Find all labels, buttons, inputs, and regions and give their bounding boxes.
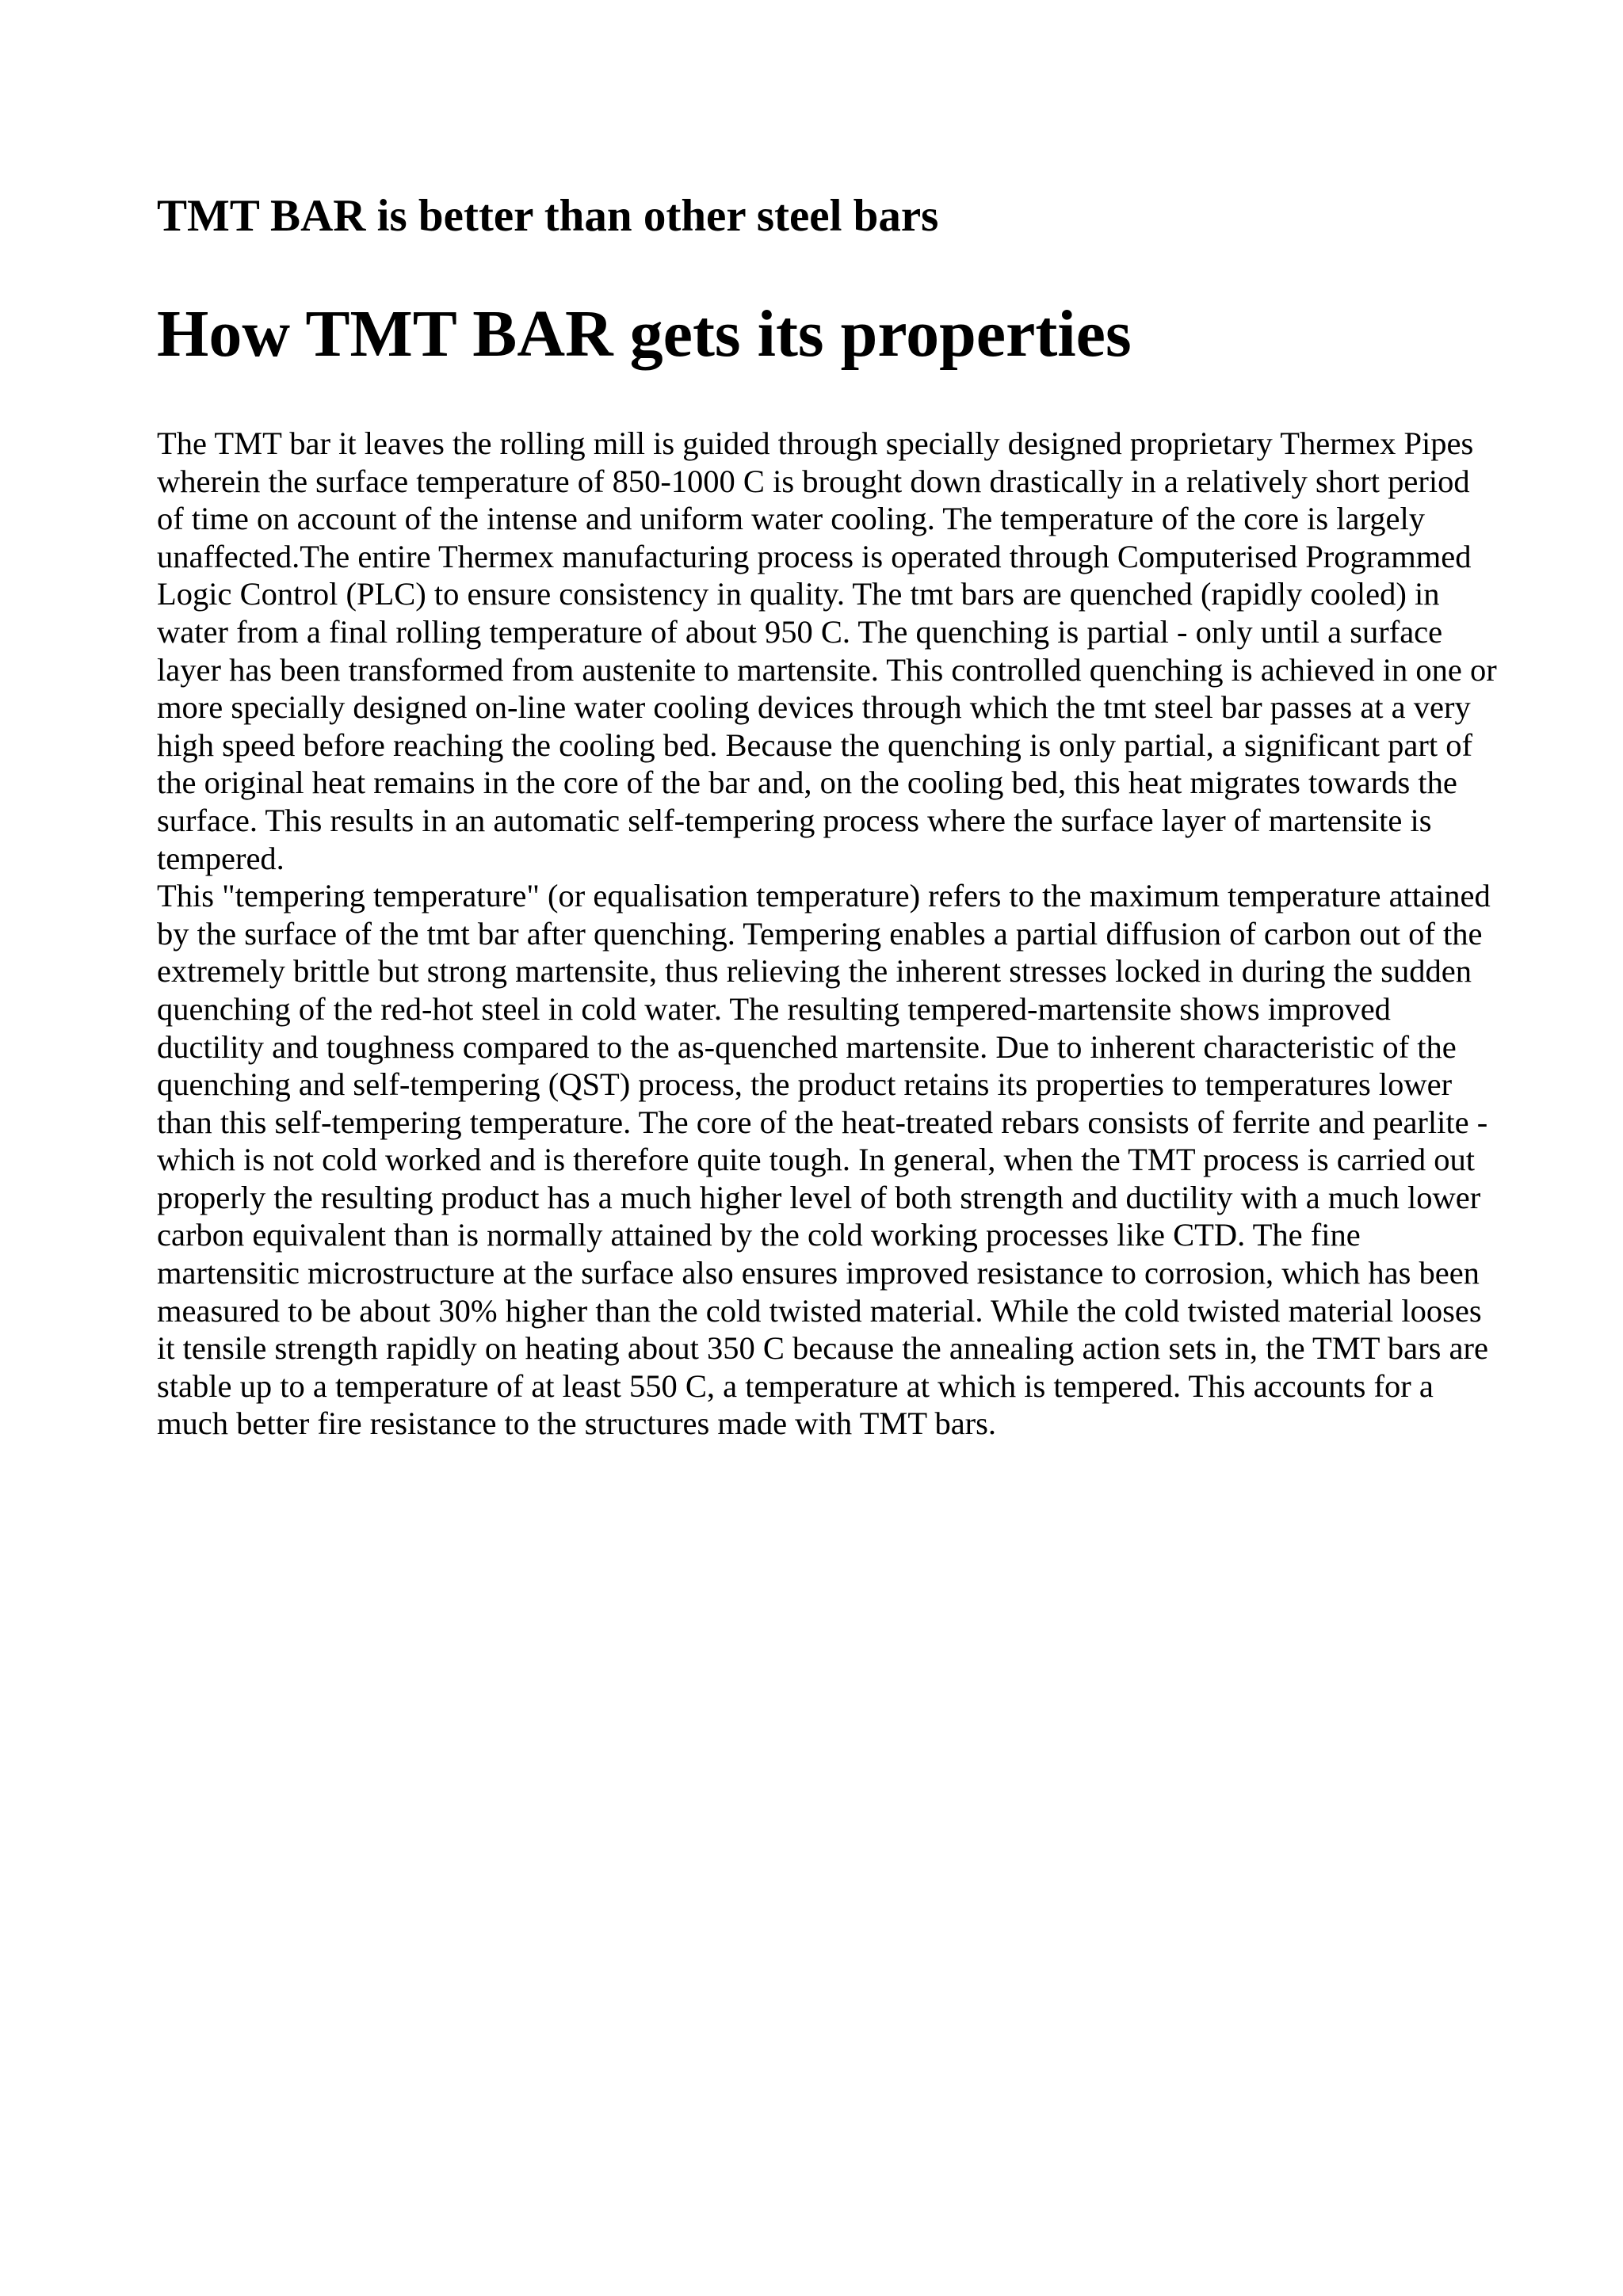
document-body xyxy=(157,425,1504,1443)
document-subtitle: TMT BAR is better than other steel bars xyxy=(157,191,939,241)
body-paragraph-1: The TMT bar it leaves the rolling mill is guided through specially designed proprietary Thermex Pipes wherein the surface temperature of 850-1000 C is brought down drastically in a relatively short period of time on account of the intense and uniform water cooling. The temperature of the core is largely unaffected.The entire Thermex manufacturing process is operated through Computerised Programmed Logic Control (PLC) to ensure consistency in quality. The tmt bars are quenched (rapidly cooled) in water from a final rolling temperature of about 950 C. The quenching is partial - only until a surface layer has been transformed from austenite to martensite. This controlled quenching is achieved in one or more specially designed on-line water cooling devices through which the tmt steel bar passes at a very high speed before reaching the cooling bed. Because the quenching is only partial, a significant part of the original heat remains in the core of the bar and, on the cooling bed, this heat migrates towards the surface. This results in an automatic self-tempering process where the surface layer of martensite is tempered. xyxy=(157,425,1497,876)
document-title: How TMT BAR gets its properties xyxy=(157,297,1132,371)
body-paragraph-2: This "tempering temperature" (or equalisation temperature) refers to the maximum temperature attained by the surface of the tmt bar after quenching. Tempering enables a partial diffusion of carbon out of the extremely brittle but strong martensite, thus relieving the inherent stresses locked in during the sudden quenching of the red-hot steel in cold water. The resulting tempered-martensite shows improved ductility and toughness compared to the as-quenched martensite. Due to inherent characteristic of the quenching and self-tempering (QST) process, the product retains its properties to temperatures lower than this self-tempering temperature. The core of the heat-treated rebars consists of ferrite and pearlite - which is not cold worked and is therefore quite tough. In general, when the TMT process is carried out properly the resulting product has a much higher level of both strength and ductility with a much lower carbon equivalent than is normally attained by the cold working processes like CTD. The fine martensitic microstructure at the surface also ensures improved resistance to corrosion, which has been measured to be about 30% higher than the cold twisted material. While the cold twisted material looses it tensile strength rapidly on heating about 350 C because the annealing action sets in, the TMT bars are stable up to a temperature of at least 550 C, a temperature at which is tempered. This accounts for a much better fire resistance to the structures made with TMT bars. xyxy=(157,878,1491,1442)
